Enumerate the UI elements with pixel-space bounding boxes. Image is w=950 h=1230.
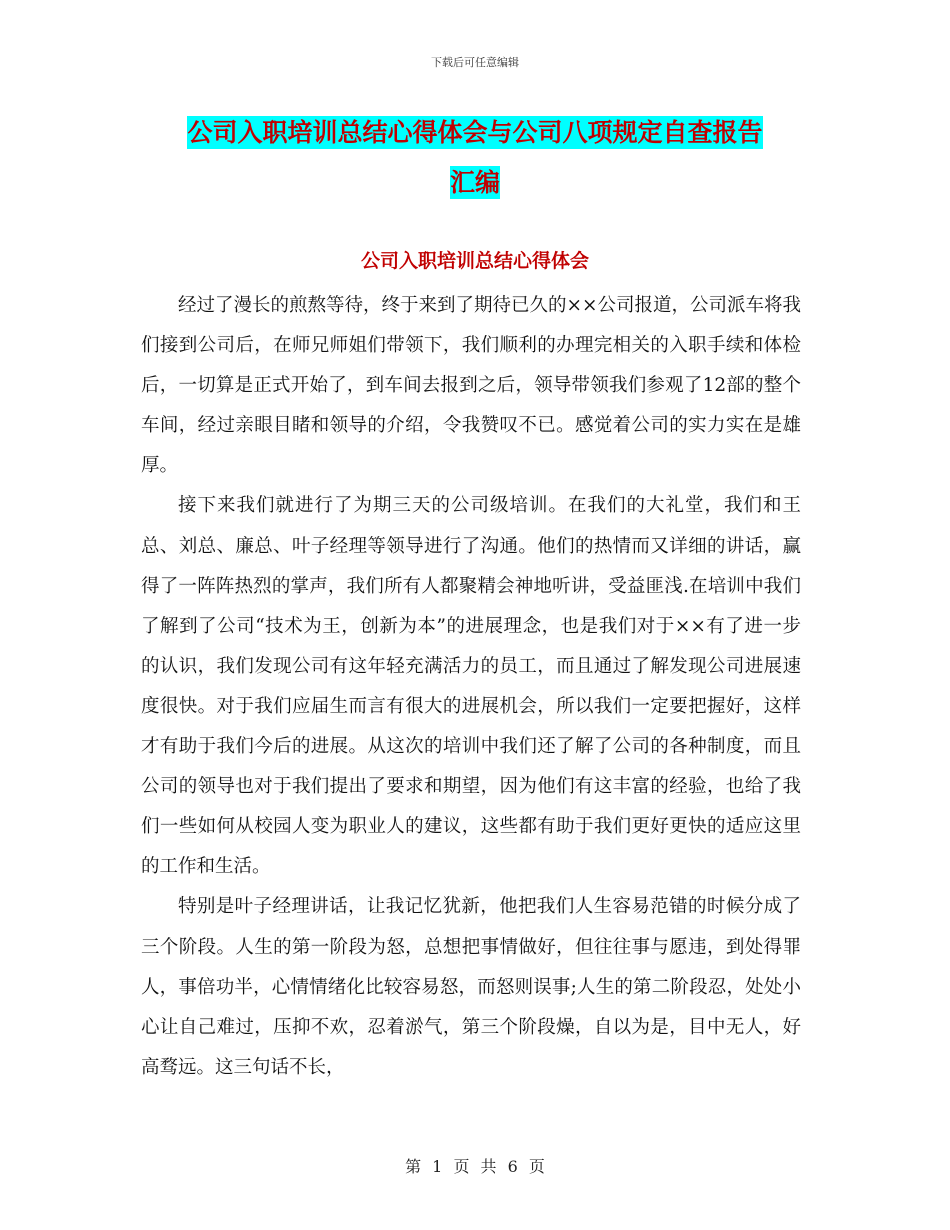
document-title-line1: 公司入职培训总结心得体会与公司八项规定自查报告: [187, 118, 763, 147]
page-number-footer: 第 1 页 共 6 页: [405, 1157, 545, 1176]
body-text: [141, 286, 801, 1088]
document-title-line2: 汇编: [449, 168, 500, 197]
paragraph-2: 接下来我们就进行了为期三天的公司级培训。在我们的大礼堂，我们和王总、刘总、廉总、叶子经理等领导进行了沟通。他们的热情而又详细的讲话，赢得了一阵阵热烈的掌声，我们所有人都聚精会神地听讲，受益匪浅.在培训中我们了解到了公司“技术为王，创新为本”的进展理念，也是我们对于××有了进一步的认识，我们发现公司有这年轻充满活力的员工，而且通过了解发现公司进展速度很快。对于我们应届生而言有很大的进展机会，所以我们一定要把握好，这样才有助于我们今后的进展。从这次的培训中我们还了解了公司的各种制度，而且公司的领导也对于我们提出了要求和期望，因为他们有这丰富的经验，也给了我们一些如何从校园人变为职业人的建议，这些都有助于我们更好更快的适应这里的工作和生活。: [141, 495, 801, 878]
document-title: [140, 108, 810, 208]
paragraph-3: 特别是叶子经理讲话，让我记忆犹新，他把我们人生容易范错的时候分成了三个阶段。人生的第一阶段为怒，总想把事情做好，但往往事与愿违，到处得罪人，事倍功半，心情情绪化比较容易怒，而怒则误事;人生的第二阶段忍，处处小心让自己难过，压抑不欢，忍着淤气，第三个阶段燥，自以为是，目中无人，好高骛远。这三句话不长，: [141, 896, 801, 1078]
page-header-note: 下载后可任意编辑: [431, 56, 519, 69]
paragraph-1: 经过了漫长的煎熬等待，终于来到了期待已久的××公司报道，公司派车将我们接到公司后，在师兄师姐们带领下，我们顺利的办理完相关的入职手续和体检后，一切算是正式开始了，到车间去报到之后，领导带领我们参观了12部的整个车间，经过亲眼目睹和领导的介绍，令我赞叹不已。感觉着公司的实力实在是雄厚。: [141, 295, 802, 477]
section-title: 公司入职培训总结心得体会: [360, 250, 589, 272]
